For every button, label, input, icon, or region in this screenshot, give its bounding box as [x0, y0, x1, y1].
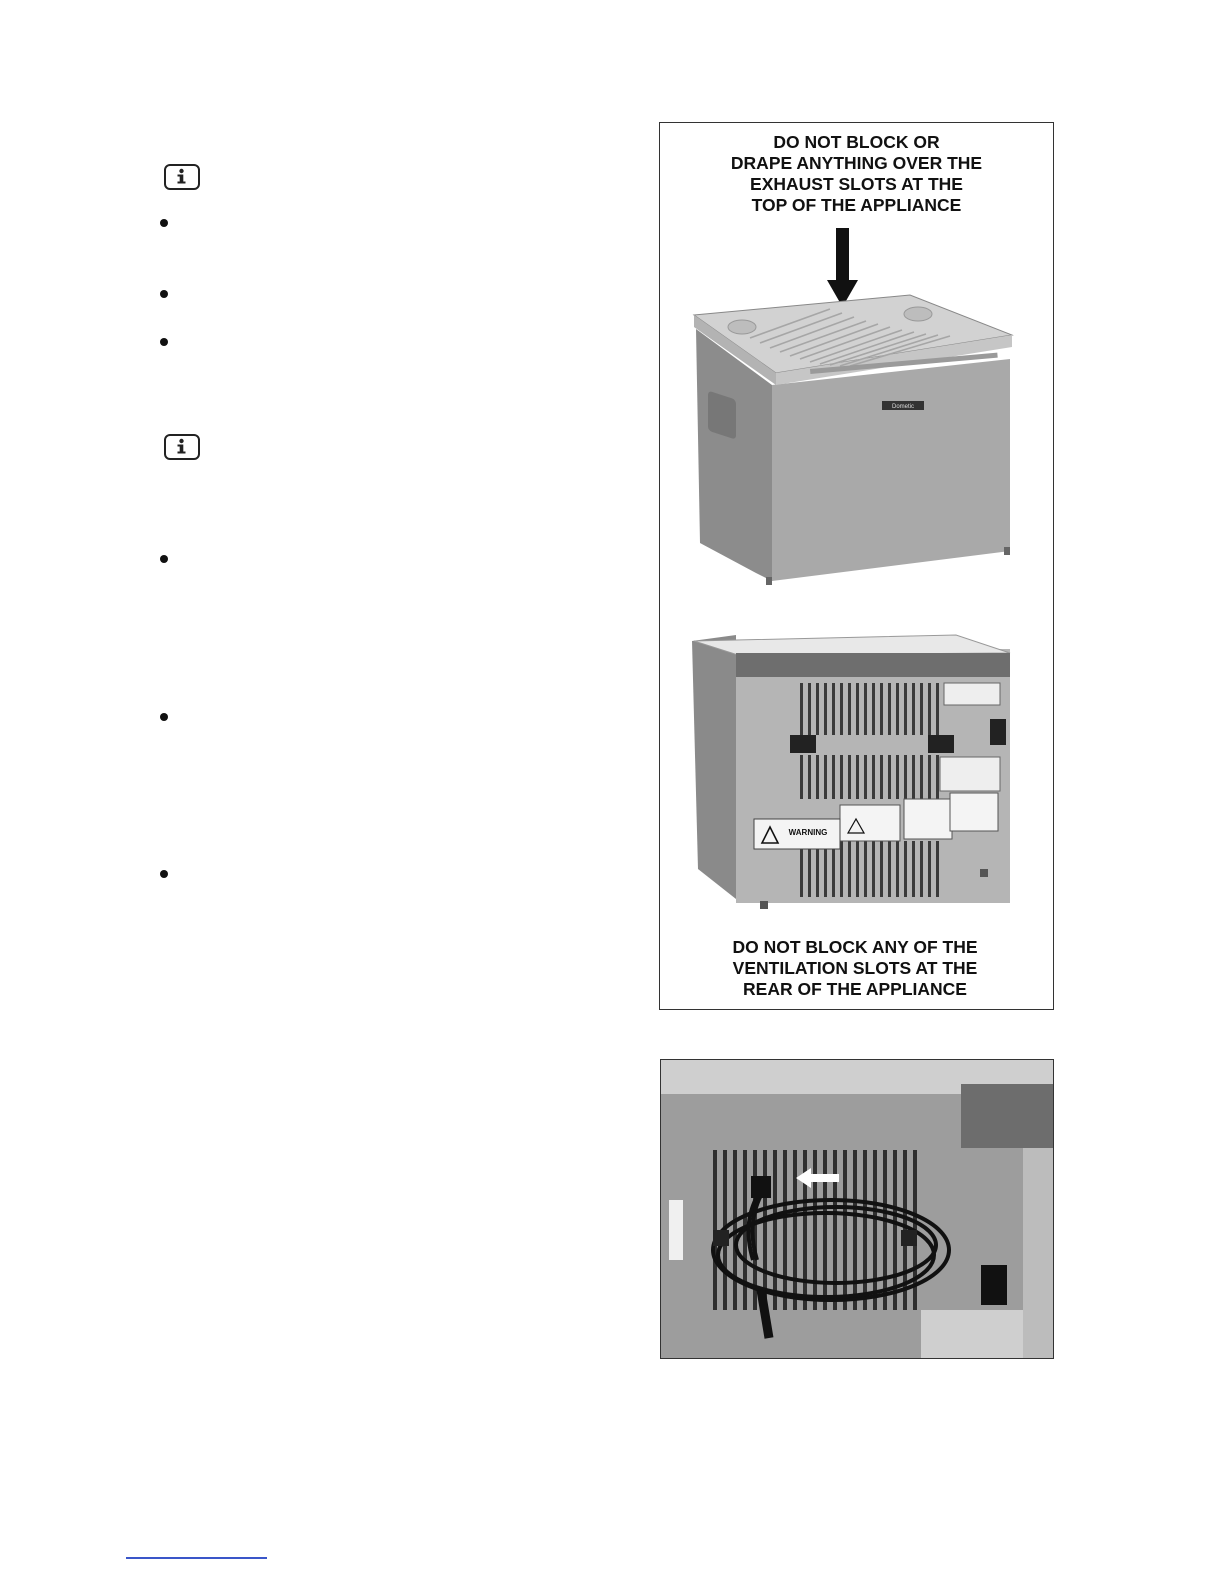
caption-line: DO NOT BLOCK ANY OF THE — [732, 937, 978, 957]
cooler-rear-view — [692, 635, 1010, 909]
bottom-caption — [680, 937, 1030, 1000]
cooler-front-view — [694, 295, 1012, 585]
appliance-illustration — [660, 123, 1053, 1009]
warning-label-text: WARNING — [788, 828, 828, 837]
cord-storage-illustration — [661, 1060, 1053, 1358]
down-arrow-icon — [827, 228, 858, 307]
caption-line: DO NOT BLOCK OR — [773, 132, 940, 152]
caption-line: VENTILATION SLOTS AT THE — [732, 958, 978, 978]
bullet-marker — [160, 338, 168, 346]
brand-badge-text: Dometic — [891, 404, 915, 410]
footer-rule — [126, 1557, 267, 1559]
caption-line: TOP OF THE APPLIANCE — [751, 195, 962, 215]
bullet-marker — [160, 290, 168, 298]
info-icon — [164, 434, 200, 460]
caption-line: EXHAUST SLOTS AT THE — [750, 174, 963, 194]
appliance-ventilation-figure — [659, 122, 1054, 1010]
caption-line: DRAPE ANYTHING OVER THE — [730, 153, 983, 173]
bullet-marker — [160, 219, 168, 227]
info-icon — [164, 164, 200, 190]
bullet-marker — [160, 870, 168, 878]
power-cord-photo — [660, 1059, 1054, 1359]
bullet-marker — [160, 713, 168, 721]
caption-line: REAR OF THE APPLIANCE — [743, 979, 967, 999]
bullet-marker — [160, 555, 168, 563]
